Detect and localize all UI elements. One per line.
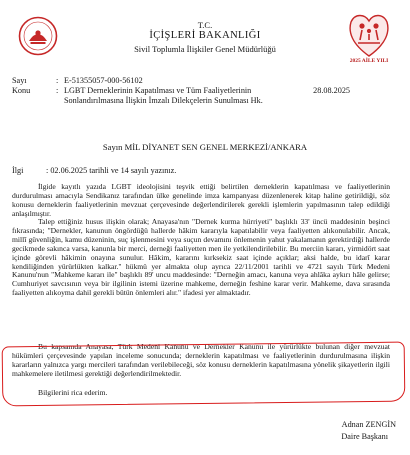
paragraph-intro: İlgide kayıtlı yazıda LGBT ideolojisini teşvik ettiği belirtilen derneklerin kapatılması ve faaliyetlerinin durdurulması amacıyla Sendikanız tarafından ülke genelinde imza kampanyası düzenlenerek kitap haline getirildiği, söz konusu derneklerin faaliyetlerinin mevzuat çerçevesinde değerlendirilerek gerekli işlemlerin yapılmasının talep edildiği anlaşılmıştır. (12, 182, 390, 218)
konu-label: Konu (12, 86, 31, 95)
konu-row: Konu : LGBT Derneklerinin Kapatılması ve Tüm Faaliyetlerinin Sonlandırılmasına İlişkin İmzalı Dilekçelerin Sunulması Hk. (12, 86, 304, 105)
family-year-caption: 2025 AİLE YILI (349, 58, 389, 64)
paragraph-closing: Bilgilerini rica ederim. (38, 388, 108, 397)
addressee: Sayın MİL DİYANET SEN GENEL MERKEZİ/ANKARA (102, 142, 308, 152)
document-date: 28.08.2025 (313, 86, 350, 95)
sayi-label: Sayı (12, 76, 27, 85)
signer-name: Adnan ZENGİN (341, 420, 396, 429)
header-line1: T.C. (197, 20, 213, 30)
red-highlight-frame (2, 342, 406, 407)
department-name: Sivil Toplumla İlişkiler Genel Müdürlüğü (134, 44, 276, 54)
paragraph-legal-basis: Talep ettiğiniz husus ilişkin olarak; Anayasa'nın "Dernek kurma hürriyeti" başlıklı 33' üncü maddesinin beşinci fıkrasında; "Dernekler, kanunun öngördüğü hallerde hâkim kararıyla kapatılabilir veya faaliyetten alıkonulabilir. Ancak, millî güvenliğin, kamu düzeninin, suç işlenmesini veya suçun devamını önlemenin yahut yakalamanın gerektirdiği hallerde gecikmede sakınca varsa, kanunla bir merci, derneği faaliyetten men ile yetkilendirilebilir. Bu merciin kararı, yirmidört saat içinde görevli hâkimin onayına sunulur. Hâkim, kararını kırksekiz saat içinde açıklar; aksi halde, bu idarî karar kendiliğinden yürürlükten kalkar." hükmü yer almakta olup ayrıca 22/11/2001 tarihli ve 4721 sayılı Türk Medeni Kanunu'nun "Mahkeme kararı ile" başlıklı 89' uncu maddesinde: "Derneğin amacı, kanuna veya ahlâka aykırı hâle gelirse; Cumhuriyet savcısının veya bir ilgilinin istemi üzerine mahkeme, derneğin feshine karar verir. Mahkeme, dava sırasında faaliyetten alıkoyma dahil gerekli bütün önlemleri alır." ifadesi yer almaktadır. (12, 217, 390, 298)
ilgi-row: İlgi : 02.06.2025 tarihli ve 14 sayılı yazınız. (12, 166, 177, 175)
ministry-name: İÇİŞLERİ BAKANLIĞI (149, 30, 261, 41)
sayi-row: Sayı : E-51355057-000-56102 (12, 76, 143, 85)
sayi-value: E-51355057-000-56102 (64, 76, 143, 85)
signer-title: Daire Başkanı (341, 432, 388, 441)
paragraph-conclusion: Bu kapsamda Anayasa, Türk Medeni Kanunu ve Dernekler Kanunu ile yürürlükte bulunan diğer mevzuat hükümleri çerçevesinde yapılan inceleme sonucunda; derneklerin kapatılması ve faaliyetlerinin durdurulmasına ilişkin kararların yalnızca yargı mercileri tarafından verilebileceği, söz konusu derneklerin kapatılmasına yönelik şikayetlerin ilgili mahkemelere iletilmesi gerektiği değerlendirilmektedir. (12, 342, 390, 378)
ilgi-value: 02.06.2025 tarihli ve 14 sayılı yazınız. (50, 166, 177, 175)
konu-value: LGBT Derneklerinin Kapatılması ve Tüm Faaliyetlerinin Sonlandırılmasına İlişkin İmzalı Dilekçelerin Sunulması Hk. (64, 86, 263, 105)
ilgi-label: İlgi (12, 166, 24, 175)
